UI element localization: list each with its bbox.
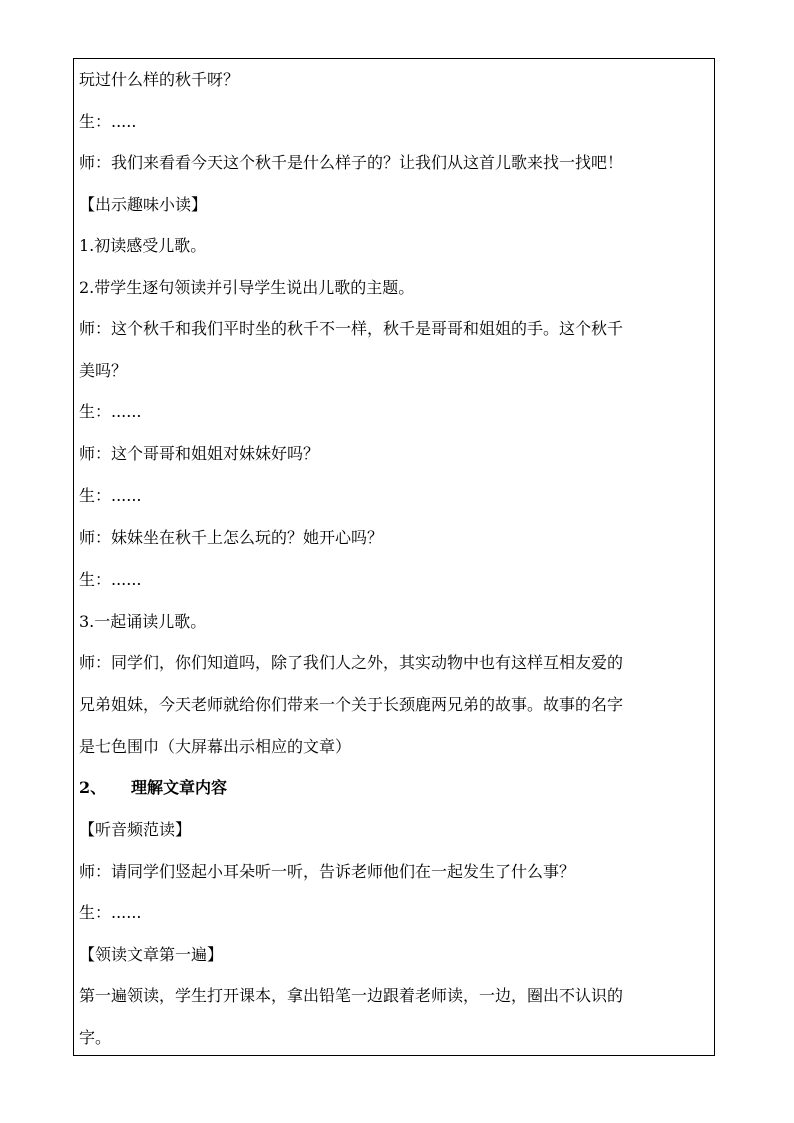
text-line: 第一遍领读，学生打开课本，拿出铅笔一边跟着老师读，一边，圈出不认识的	[79, 986, 624, 1005]
text-line: 师：我们来看看今天这个秋千是什么样子的？让我们从这首儿歌来找一找吧！	[79, 153, 624, 172]
text-line: 师：这个秋千和我们平时坐的秋千不一样，秋千是哥哥和姐姐的手。这个秋千	[79, 319, 624, 338]
text-line: 【听音频范读】	[79, 820, 192, 839]
text-line: 2.带学生逐句领读并引导学生说出儿歌的主题。	[79, 278, 415, 297]
text-line: 是七色围巾（大屏幕出示相应的文章）	[79, 737, 352, 756]
text-line: 师：妹妹坐在秋千上怎么玩的？她开心吗？	[79, 528, 384, 547]
section-number: 2、	[79, 778, 107, 797]
text-line: 生：......	[79, 402, 142, 421]
text-line: 兄弟姐妹，今天老师就给你们带来一个关于长颈鹿两兄弟的故事。故事的名字	[79, 695, 624, 714]
text-line: 师：请同学们竖起小耳朵听一听，告诉老师他们在一起发生了什么事？	[79, 862, 576, 881]
section-heading	[79, 778, 227, 798]
text-line: 玩过什么样的秋千呀？	[79, 70, 240, 89]
text-line: 【出示趣味小读】	[79, 195, 208, 214]
text-line: 美吗？	[79, 361, 128, 380]
text-line: 【领读文章第一遍】	[79, 945, 224, 964]
text-line: 字。	[79, 1028, 112, 1047]
text-line: 1.初读感受儿歌。	[79, 236, 207, 255]
section-title: 理解文章内容	[131, 778, 228, 797]
text-line: 生：......	[79, 570, 142, 589]
text-line: 生：.....	[79, 112, 137, 131]
text-line: 生：......	[79, 903, 142, 922]
text-line: 3.一起诵读儿歌。	[79, 612, 207, 631]
text-line: 师：同学们，你们知道吗，除了我们人之外，其实动物中也有这样互相友爱的	[79, 653, 624, 672]
text-line: 生：......	[79, 486, 142, 505]
text-line: 师：这个哥哥和姐姐对妹妹好吗？	[79, 444, 320, 463]
